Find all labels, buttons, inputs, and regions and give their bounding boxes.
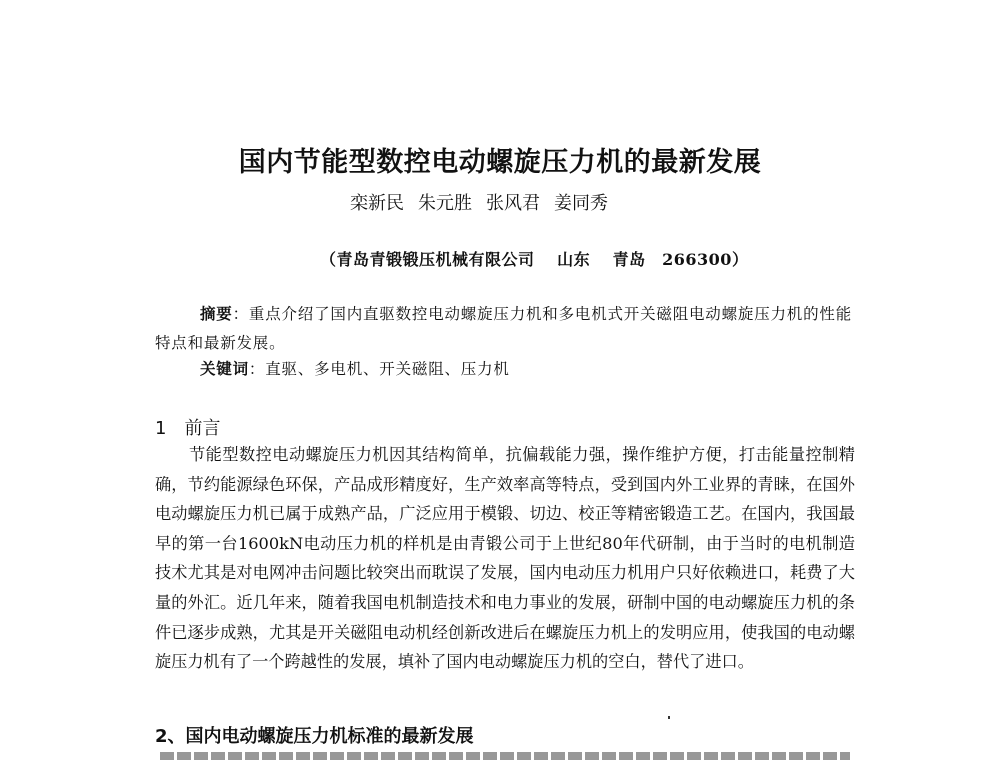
scan-speck bbox=[668, 716, 670, 719]
section-title: 前言 bbox=[184, 418, 221, 439]
abstract-label: 摘要 bbox=[200, 305, 233, 323]
author-name: 朱元胜 bbox=[418, 193, 472, 214]
section-1-heading bbox=[155, 414, 220, 440]
keywords-text: ：直驱、多电机、开关磁阻、压力机 bbox=[248, 360, 510, 378]
keywords-label: 关键词 bbox=[200, 360, 249, 378]
section-1-paragraph: 节能型数控电动螺旋压力机因其结构简单，抗偏载能力强，操作维护方便，打击能量控制精确，节约能源绿色环保，产品成形精度好，生产效率高等特点，受到国内外工业界的青睐，在国外电动螺旋压力机已属于成熟产品，广泛应用于模锻、切边、校正等精密锻造工艺。在国内，我国最早的第一台1600kN电动压力机的样机是由青锻公司于上世纪80年代研制，由于当时的电机制造技术尤其是对电网冲击问题比较突出而耽误了发展，国内电动压力机用户只好依赖进口，耗费了大量的外汇。近几年来，随着我国电机制造技术和电力事业的发展，研制中国的电动螺旋压力机的条件已逐步成熟，尤其是开关磁阻电动机经创新改进后在螺旋压力机上的发明应用，使我国的电动螺旋压力机有了一个跨越性的发展，填补了国内电动螺旋压力机的空白，替代了进口。 bbox=[155, 445, 855, 672]
keywords bbox=[200, 357, 510, 379]
abstract-text: ：重点介绍了国内直驱数控电动螺旋压力机和多电机式开关磁阻电动螺旋压力机的性能特点和最新发展。 bbox=[155, 305, 853, 352]
section-number: 1 bbox=[155, 418, 167, 439]
section-2-heading: 2、国内电动螺旋压力机标准的最新发展 bbox=[155, 726, 474, 747]
author-name: 张风君 bbox=[486, 193, 540, 214]
author-name: 栾新民 bbox=[350, 193, 404, 214]
author-name: 姜同秀 bbox=[554, 193, 608, 214]
paper-title: 国内节能型数控电动螺旋压力机的最新发展 bbox=[238, 147, 762, 178]
cut-off-text-line bbox=[160, 752, 850, 760]
author-list bbox=[350, 189, 622, 215]
abstract bbox=[155, 300, 855, 358]
affiliation: （青岛青锻锻压机械有限公司 山东 青岛 266300） bbox=[320, 250, 749, 269]
